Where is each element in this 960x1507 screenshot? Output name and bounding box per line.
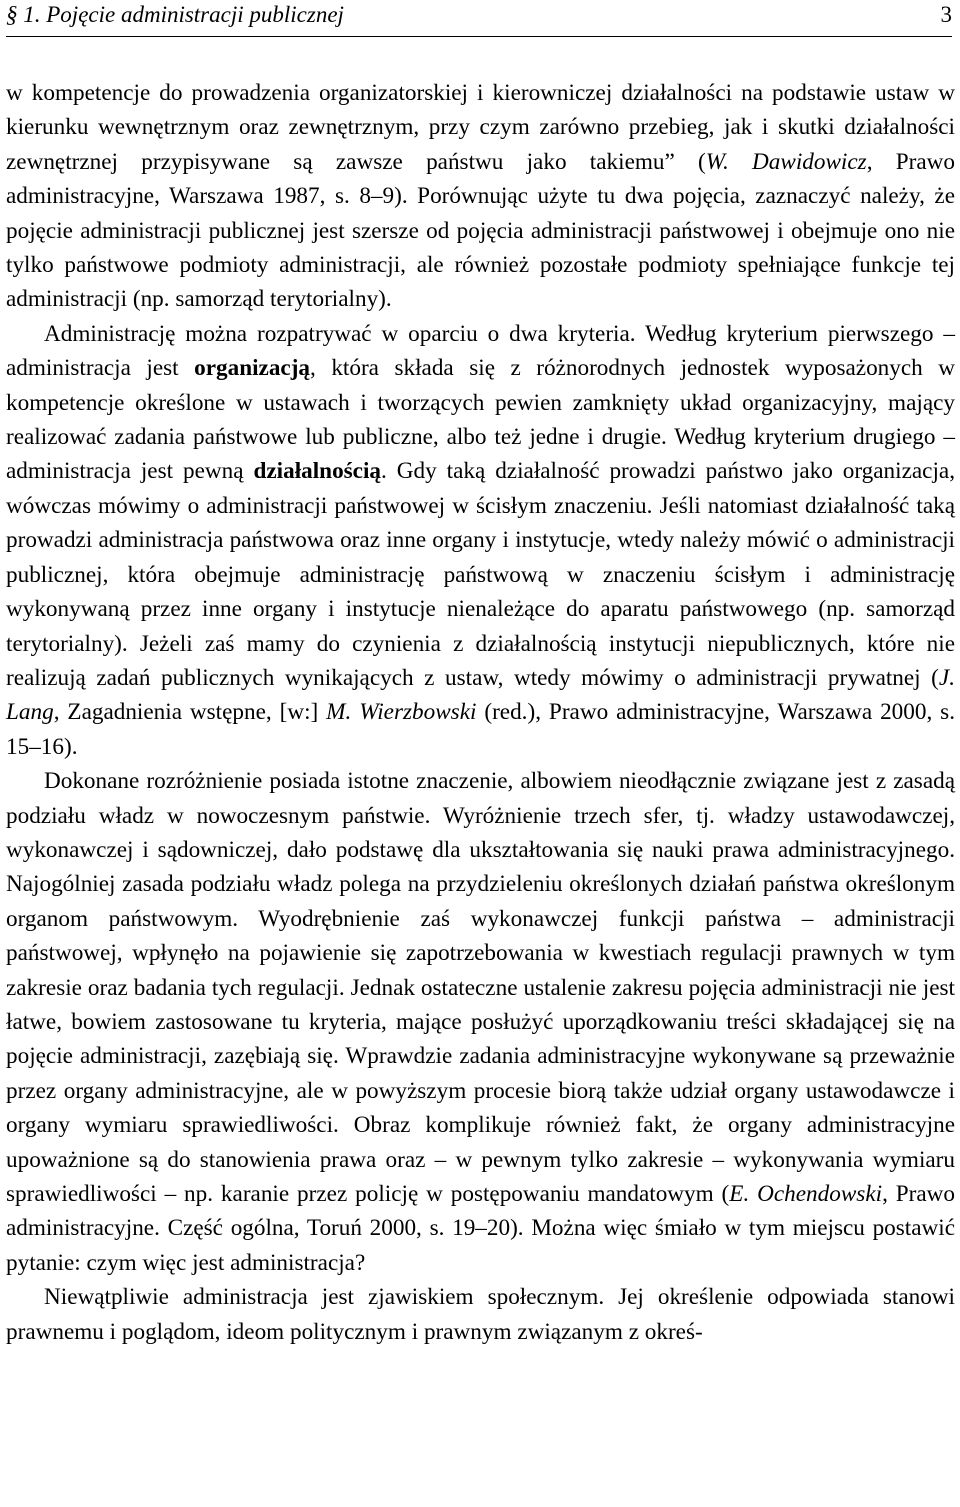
chapter-title: § 1. Pojęcie administracji publicznej xyxy=(6,2,344,27)
running-head xyxy=(6,0,952,37)
author-name: E. Ochendowski xyxy=(729,1181,883,1207)
author-name: J. Lang xyxy=(6,664,955,726)
emphasis-term: organizacją xyxy=(194,355,311,382)
author-name: W. Dawidowicz xyxy=(705,148,867,175)
page-number: 3 xyxy=(940,2,952,27)
text-segment: w kompetencje do prowadzenia organizatorskiej i kierowniczej działalności na podstawie ustaw w kierunku wewnętrznym oraz zewnętrznym, przy czym zarówno przebieg, jak i skutki działalności zewnętrznej przypisywane są zawsze państwu jako takiemu” ( xyxy=(6,80,955,175)
text-segment: (red.), Prawo administracyjne, Warszawa 2000, s. 15–16). xyxy=(6,699,955,760)
text-segment: Dokonane rozróżnienie posiada istotne znaczenie, albowiem nieodłącznie związane jest z zasadą podziału władz w nowoczesnym państwie. Wyróżnienie trzech sfer, tj. władzy ustawodawczej, wykonawczej i sądowniczej, dało podstawę dla ukształtowania się nauki prawa administracyjnego. Najogólniej zasada podziału władz polega na przydzieleniu określonych działań państwa określonym organom państwowym. Wyodrębnienie zaś wykonawczej funkcji państwa – administracji państwowej, wpłynęło na pojawienie się zapotrzebowania w kwestiach regulacji prawnych w tym zakresie oraz badania tych regulacji. Jednak ostateczne ustalenie zakresu pojęcia administracji nie jest łatwe, bowiem zastosowane tu kryteria, mające posłużyć uporządkowaniu treści składającej się na pojęcie administracji, zazębiają się. Wprawdzie zadania administracyjne wykonywane są przeważnie przez organy administracyjne, ale w powyższym procesie biorą także udział organy ustawodawcze i organy wymiaru sprawiedliwości. Obraz komplikuje również fakt, że organy administracyjne upoważnione są do stanowienia prawa oraz – w pewnym tylko zakresie – wykonywania wymiaru sprawiedliwości – np. karanie przez policję w postępowaniu mandatowym ( xyxy=(6,768,955,1207)
text-segment: , która składa się z różnorodnych jednostek wyposażonych w kompetencje określone w ustawach i tworzących pewien zamknięty układ organizacyjny, mający realizować zadania państwowe lub publiczne, albo też jedne i drugie. Według kryterium drugiego – administracja jest pewną xyxy=(6,355,955,485)
text-segment: Niewątpliwie administracja jest zjawiskiem społecznym. Jej określenie odpowiada stanowi prawnemu i poglądom, ideom politycznym i prawnym związanym z okreś- xyxy=(6,1284,955,1345)
text-segment: , Prawo administracyjne, Warszawa 1987, s. 8–9). Porównując użyte tu dwa pojęcia, zaznaczyć należy, że pojęcie administracji publicznej jest szersze od pojęcia administracji państwowej i obejmuje ono nie tylko państwowe podmioty administracji, ale również pozostałe podmioty spełniające funkcje tej administracji (np. samorząd terytorialny). xyxy=(6,148,955,313)
text-segment: , Prawo administracyjne. Część ogólna, Toruń 2000, s. 19–20). Można więc śmiało w tym miejscu postawić pytanie: czym więc jest administracja? xyxy=(6,1181,955,1276)
text-segment: . Gdy taką działalność prowadzi państwo jako organizacja, wówczas mówimy o administracji państwowej w ścisłym znaczeniu. Jeśli natomiast działalność taką prowadzi administracja państwowa oraz inne organy i instytucje, wtedy należy mówić o administracji publicznej, która obejmuje administrację państwową w znaczeniu ścisłym i administrację wykonywaną przez inne organy i instytucje nienależące do aparatu państwowego (np. samorząd terytorialny). Jeżeli zaś mamy do czynienia z działalnością instytucji niepublicznych, które nie realizują zadań publicznych wynikających z ustaw, wtedy mówimy o administracji prywatnej ( xyxy=(6,458,955,691)
text-segment: Administrację można rozpatrywać w oparciu o dwa kryteria. Według kryterium pierwszego – administracja jest xyxy=(6,320,955,382)
author-name: M. Wierzbowski xyxy=(326,699,477,726)
paragraph-2 xyxy=(6,317,955,764)
paragraph-4 xyxy=(6,1280,955,1349)
paragraph-1 xyxy=(6,76,955,317)
paragraph-3 xyxy=(6,764,955,1280)
body-text xyxy=(6,76,955,1349)
emphasis-term: działalnością xyxy=(253,458,382,485)
text-segment: , Zagadnienia wstępne, [w:] xyxy=(53,699,327,726)
